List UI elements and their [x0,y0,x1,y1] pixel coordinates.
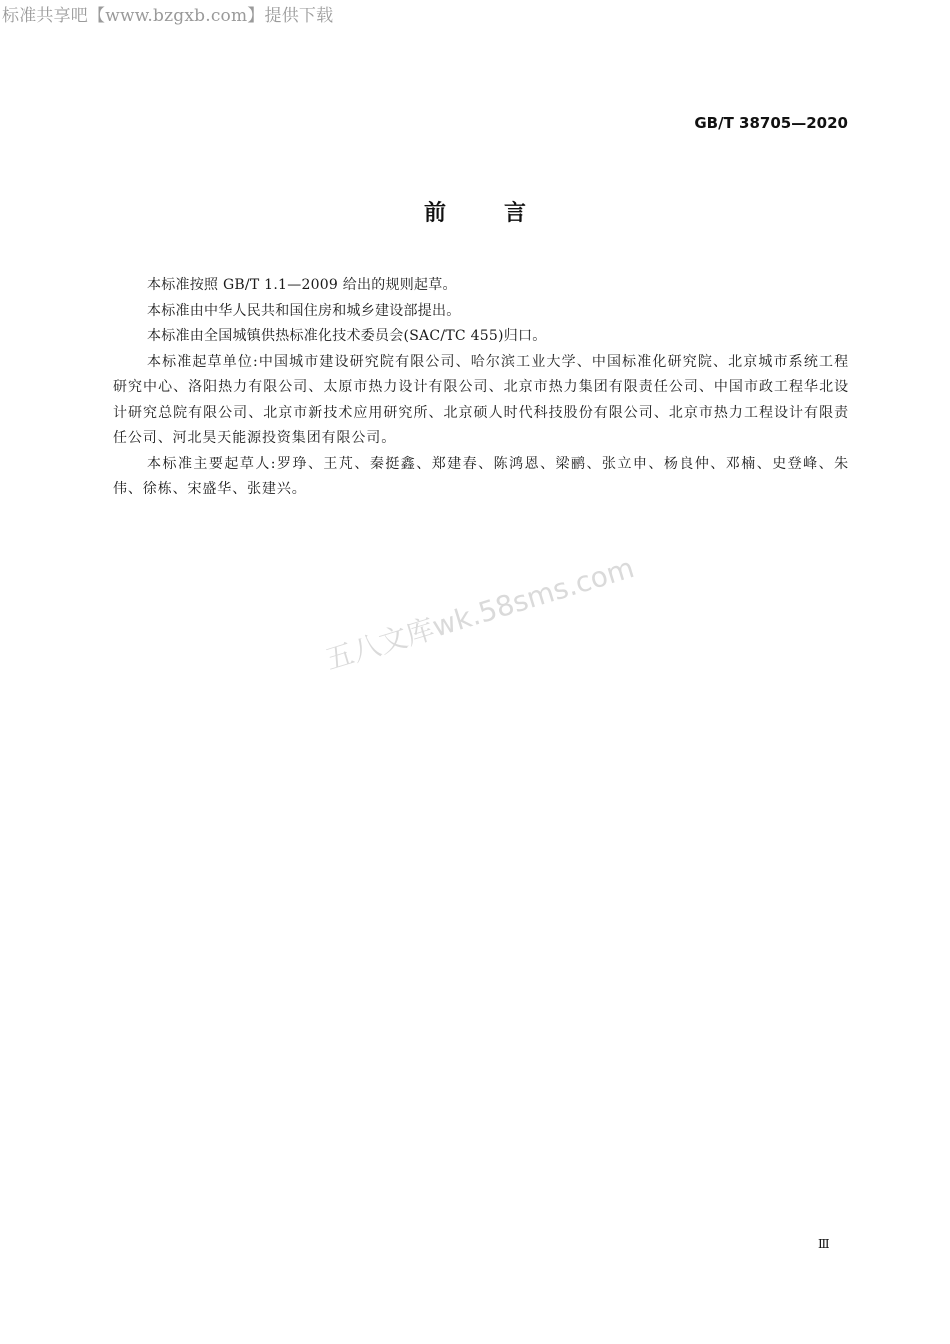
paragraph-proposer: 本标准由中华人民共和国住房和城乡建设部提出。 [147,302,461,319]
site-banner: 标准共享吧【www.bzgxb.com】提供下载 [2,6,334,26]
paragraph-drafting-rules: 本标准按照 GB/T 1.1—2009 给出的规则起草。 [147,277,457,293]
page-title: 前言 [423,201,584,226]
watermark: 五八文库wk.58sms.com [321,550,638,677]
paragraph-drafters: 本标准主要起草人:罗琤、王芃、秦挺鑫、郑建春、陈鸿恩、梁鹂、张立申、杨良仲、邓楠、史登峰、朱伟、徐栋、宋盛华、张建兴。 [113,455,849,497]
standard-number: GB/T 38705—2020 [694,114,848,132]
paragraph-committee: 本标准由全国城镇供热标准化技术委员会(SAC/TC 455)归口。 [147,328,547,344]
page-number: Ⅲ [818,1237,830,1251]
foreword-body [113,273,849,503]
paragraph-drafting-units: 本标准起草单位:中国城市建设研究院有限公司、哈尔滨工业大学、中国标准化研究院、北京城市系统工程研究中心、洛阳热力有限公司、太原市热力设计有限公司、北京市热力集团有限责任公司、中国市政工程华北设计研究总院有限公司、北京市新技术应用研究所、北京硕人时代科技股份有限公司、北京市热力工程设计有限责任公司、河北昊天能源投资集团有限公司。 [113,353,849,446]
